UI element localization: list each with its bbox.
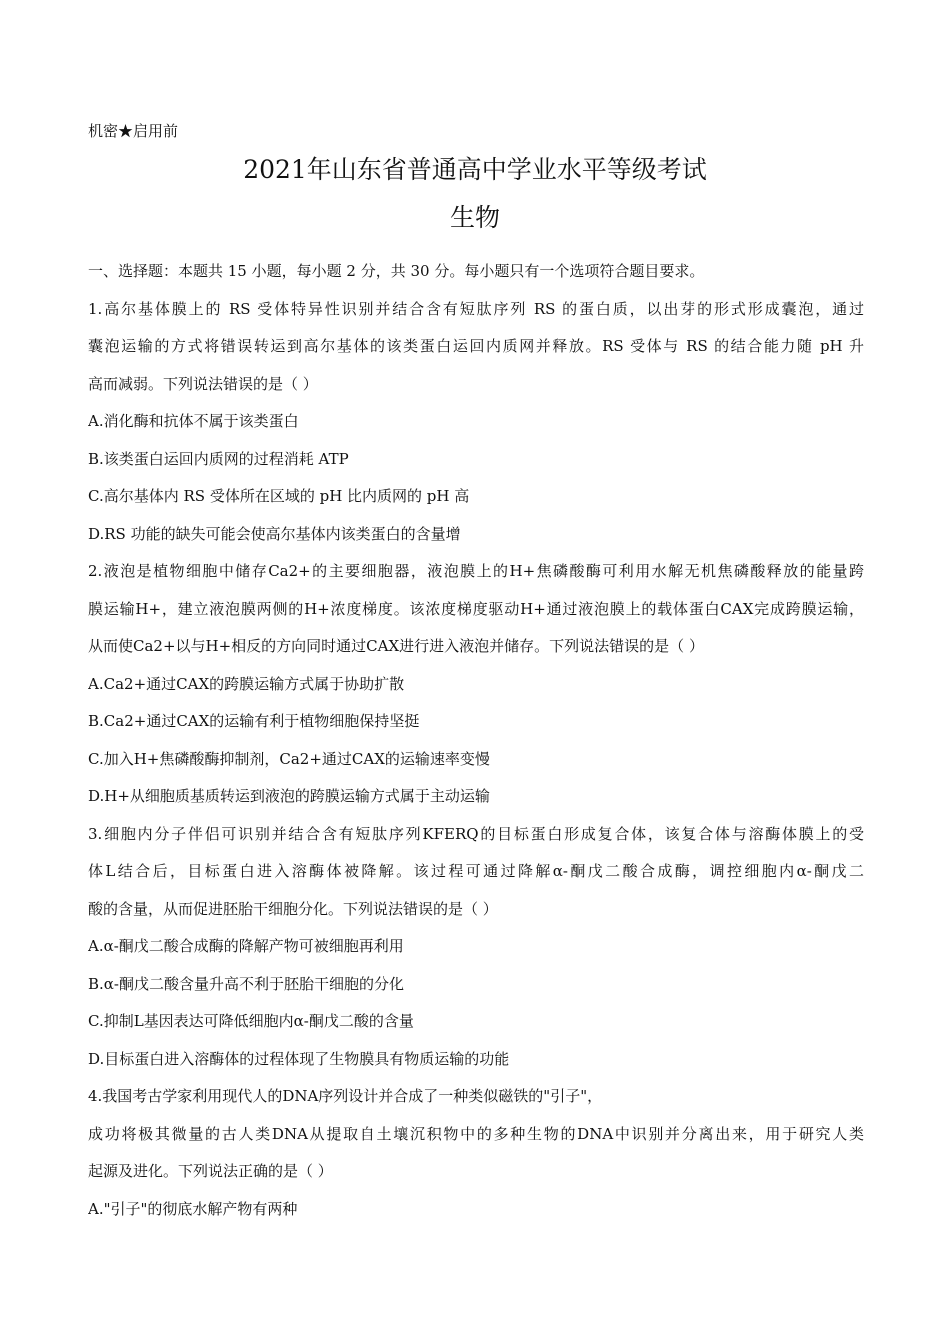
question-stem-line: 2.液泡是植物细胞中储存Ca2+的主要细胞器，液泡膜上的H+焦磷酸酶可利用水解无机焦磷酸释放的能量跨 [88, 562, 864, 580]
option-d: D.H+从细胞质基质转运到液泡的跨膜运输方式属于主动运输 [88, 787, 490, 805]
option-b: B.α-酮戊二酸含量升高不利于胚胎干细胞的分化 [88, 974, 404, 993]
option-a: A.消化酶和抗体不属于该类蛋白 [88, 412, 299, 430]
question-1 [88, 293, 864, 556]
question-stem-line: 起源及进化。下列说法正确的是（ ） [88, 1162, 333, 1180]
option-d: D.RS 功能的缺失可能会使高尔基体内该类蛋白的含量增 [88, 524, 461, 543]
question-stem-line: 4.我国考古学家利用现代人的DNA序列设计并合成了一种类似磁铁的"引子"， [88, 1087, 603, 1105]
question-stem-line: 3.细胞内分子伴侣可识别并结合含有短肽序列KFERQ的目标蛋白形成复合体，该复合体与溶酶体膜上的受 [88, 824, 864, 843]
question-4 [88, 1080, 864, 1230]
option-c: C.抑制L基因表达可降低细胞内α-酮戊二酸的含量 [88, 1012, 414, 1030]
question-2 [88, 555, 864, 818]
option-a: A."引子"的彻底水解产物有两种 [88, 1199, 298, 1218]
option-c: C.加入H+焦磷酸酶抑制剂，Ca2+通过CAX的运输速率变慢 [88, 749, 490, 768]
question-stem-line: 体L结合后，目标蛋白进入溶酶体被降解。该过程可通过降解α-酮戊二酸合成酶，调控细胞内α-酮戊二 [88, 862, 864, 880]
section-heading: 一、选择题：本题共 15 小题，每小题 2 分，共 30 分。每小题只有一个选项符合题目要求。 [88, 262, 705, 280]
question-stem-line: 1.高尔基体膜上的 RS 受体特异性识别并结合含有短肽序列 RS 的蛋白质，以出芽的形式形成囊泡，通过 [88, 299, 864, 318]
page-title: 2021年山东省普通高中学业水平等级考试 [243, 155, 707, 184]
option-b: B.该类蛋白运回内质网的过程消耗 ATP [88, 449, 349, 468]
exam-body [88, 255, 864, 1230]
option-d: D.目标蛋白进入溶酶体的过程体现了生物膜具有物质运输的功能 [88, 1049, 510, 1068]
question-stem-line: 囊泡运输的方式将错误转运到高尔基体的该类蛋白运回内质网并释放。RS 受体与 RS 的结合能力随 pH 升 [88, 337, 864, 355]
question-stem-line: 成功将极其微量的古人类DNA从提取自土壤沉积物中的多种生物的DNA中识别并分离出来，用于研究人类 [88, 1124, 864, 1143]
option-a: A.α-酮戊二酸合成酶的降解产物可被细胞再利用 [88, 937, 404, 955]
question-stem-line: 高而减弱。下列说法错误的是（ ） [88, 374, 318, 393]
question-stem-line: 从而使Ca2+以与H+相反的方向同时通过CAX进行进入液泡并储存。下列说法错误的是（ ） [88, 637, 704, 655]
question-stem-line: 膜运输H+，建立液泡膜两侧的H+浓度梯度。该浓度梯度驱动H+通过液泡膜上的载体蛋白CAX完成跨膜运输， [88, 599, 864, 618]
subject-title: 生物 [449, 203, 500, 232]
option-b: B.Ca2+通过CAX的运输有利于植物细胞保持坚挺 [88, 712, 420, 730]
question-3 [88, 818, 864, 1081]
confidential-label: 机密★启用前 [88, 122, 179, 140]
question-stem-line: 酸的含量，从而促进胚胎干细胞分化。下列说法错误的是（ ） [88, 899, 498, 918]
option-c: C.高尔基体内 RS 受体所在区域的 pH 比内质网的 pH 高 [88, 487, 470, 505]
option-a: A.Ca2+通过CAX的跨膜运输方式属于协助扩散 [88, 674, 405, 693]
